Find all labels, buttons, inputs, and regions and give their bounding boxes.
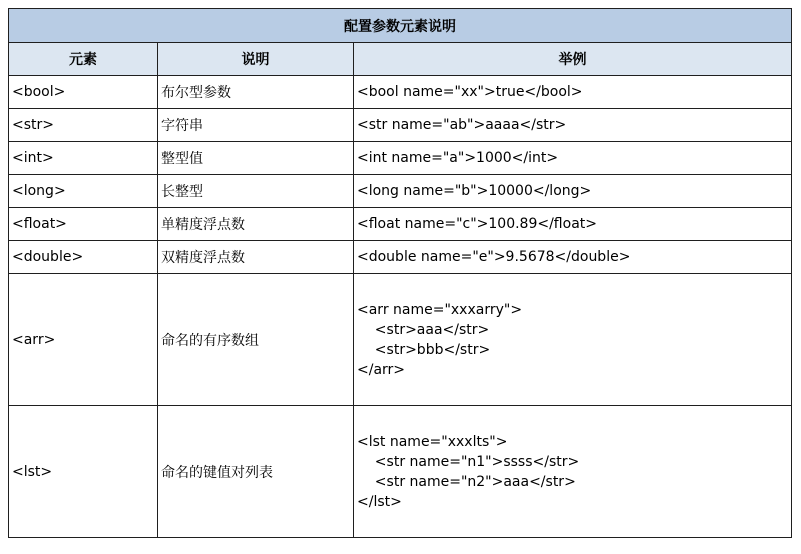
- cell-description: 字符串: [158, 109, 354, 142]
- cell-description: 布尔型参数: [158, 76, 354, 109]
- table-row: [9, 274, 792, 406]
- cell-example: <bool name="xx">true</bool>: [354, 76, 792, 109]
- cell-example: <str name="ab">aaaa</str>: [354, 109, 792, 142]
- table-header-row: [9, 43, 792, 76]
- cell-description: 单精度浮点数: [158, 208, 354, 241]
- cell-example: <float name="c">100.89</float>: [354, 208, 792, 241]
- table-row: [9, 109, 792, 142]
- table-row: [9, 175, 792, 208]
- cell-example: <arr name="xxxarry"> <str>aaa</str> <str>bbb</str> </arr>: [354, 274, 792, 406]
- table-title-row: [9, 9, 792, 43]
- cell-description: 命名的键值对列表: [158, 406, 354, 538]
- cell-example: <long name="b">10000</long>: [354, 175, 792, 208]
- header-example: 举例: [354, 43, 792, 76]
- cell-element: <str>: [9, 109, 158, 142]
- config-elements-table: [8, 8, 792, 538]
- table-row: [9, 76, 792, 109]
- table-row: [9, 241, 792, 274]
- cell-element: <long>: [9, 175, 158, 208]
- table-title: 配置参数元素说明: [9, 9, 792, 43]
- cell-description: 整型值: [158, 142, 354, 175]
- cell-element: <arr>: [9, 274, 158, 406]
- cell-element: <float>: [9, 208, 158, 241]
- table-row: [9, 406, 792, 538]
- header-element: 元素: [9, 43, 158, 76]
- cell-description: 长整型: [158, 175, 354, 208]
- cell-description: 命名的有序数组: [158, 274, 354, 406]
- cell-element: <int>: [9, 142, 158, 175]
- cell-example: <lst name="xxxlts"> <str name="n1">ssss</str> <str name="n2">aaa</str> </lst>: [354, 406, 792, 538]
- header-description: 说明: [158, 43, 354, 76]
- cell-element: <double>: [9, 241, 158, 274]
- cell-element: <lst>: [9, 406, 158, 538]
- cell-description: 双精度浮点数: [158, 241, 354, 274]
- table-row: [9, 142, 792, 175]
- cell-example: <int name="a">1000</int>: [354, 142, 792, 175]
- cell-example: <double name="e">9.5678</double>: [354, 241, 792, 274]
- table-row: [9, 208, 792, 241]
- cell-element: <bool>: [9, 76, 158, 109]
